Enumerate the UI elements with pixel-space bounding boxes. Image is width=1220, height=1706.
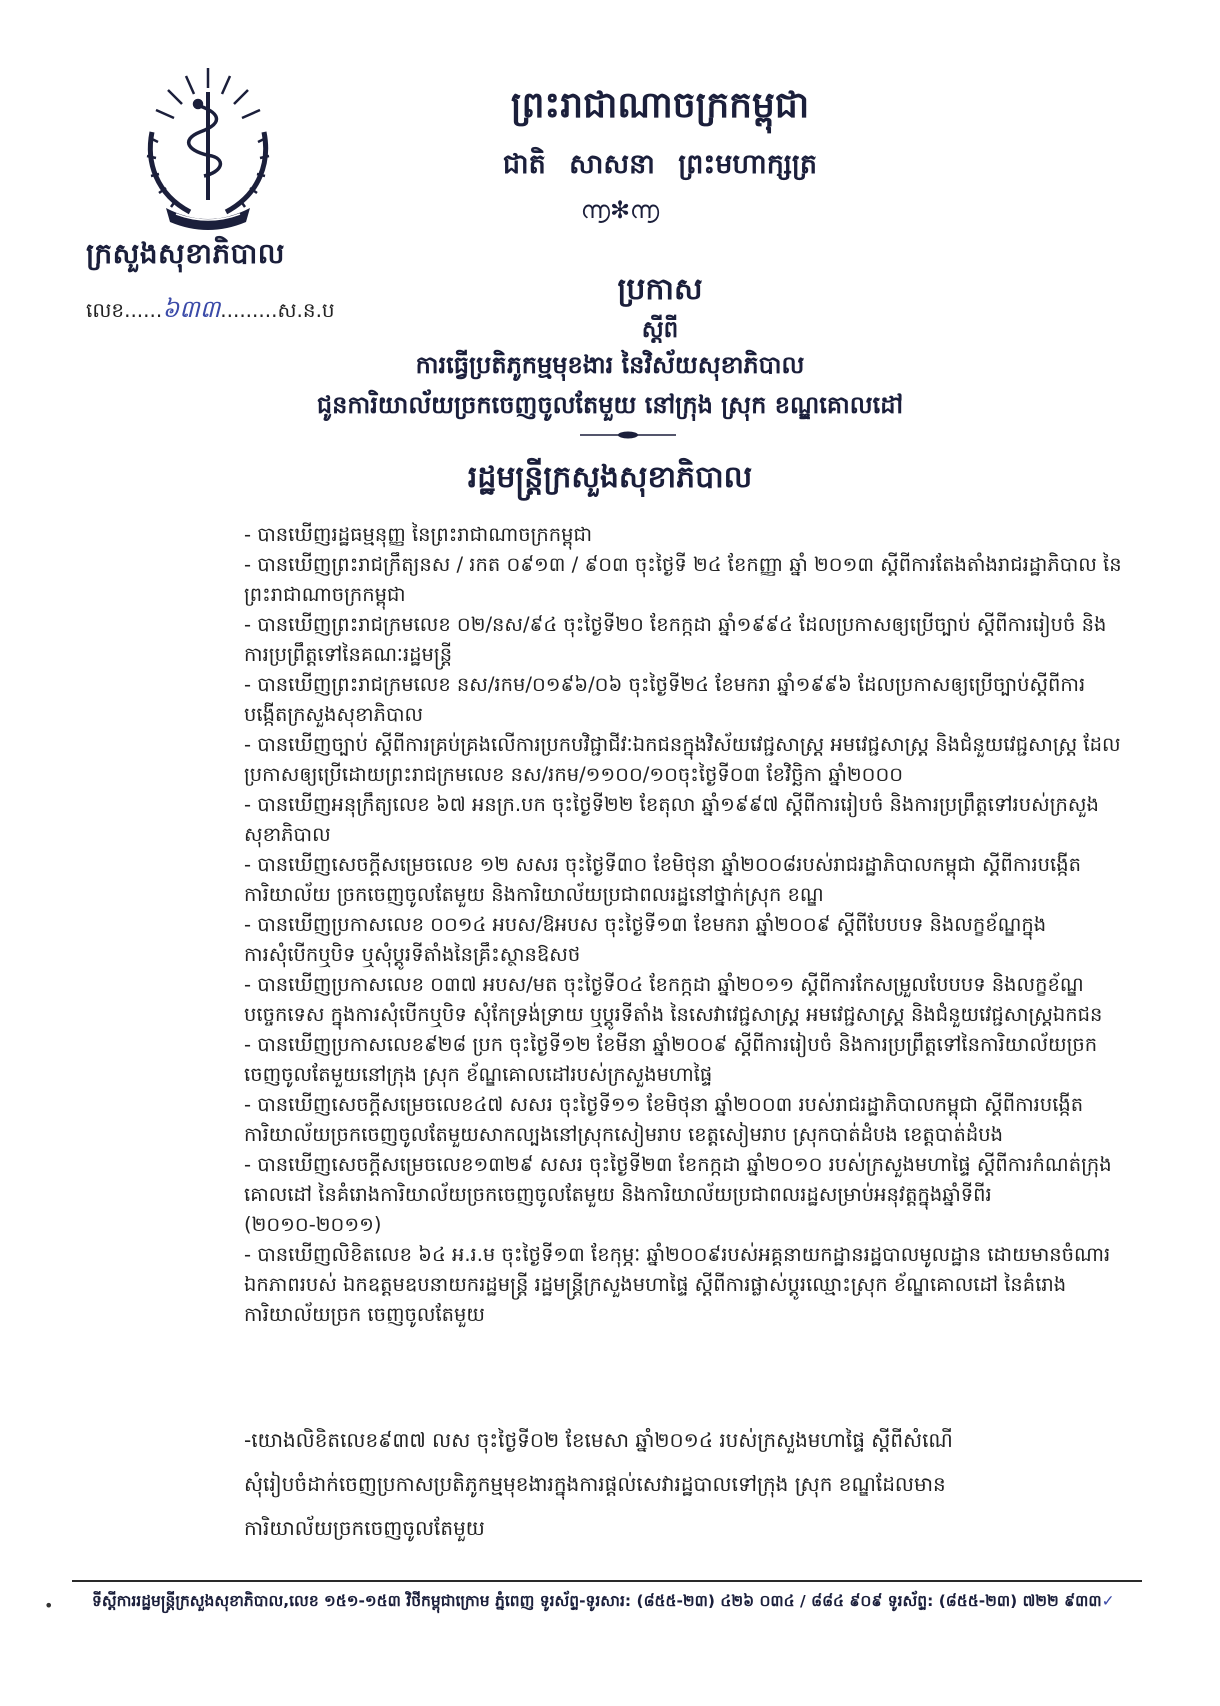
preamble-item: - បានឃើញរដ្ឋធម្មនុញ្ញ នៃព្រះរាជាណាចក្រកម្ពុជា (244, 523, 593, 546)
issuer-title: រដ្ឋមន្ត្រីក្រសួងសុខាភិបាល (467, 460, 753, 495)
preamble-item: - បានឃើញប្រកាសលេខ ០៣៧ អបស/មត ចុះថ្ងៃទី០៤ ខែកក្កដា ឆ្នាំ២០១១ ស្តីពីការកែសម្រួលបែបបទ និងលក្ខខ័ណ្ឌបច្ចេកទេស ក្នុងការសុំបើកឬបិទ សុំកែទ្រង់ទ្រាយ ឬប្តូរទីតាំង នៃសេវាវេជ្ជសាស្ត្រ អមវេជ្ជសាស្ត្រ និងជំនួយវេជ្ជសាស្ត្រឯកជន (244, 973, 1103, 1026)
closing-line: ការិយាល័យច្រកចេញចូលតែមួយ (244, 1516, 485, 1540)
closing-line: -យោងលិខិតលេខ៩៣៧ លស ចុះថ្ងៃទី០២ ខែមេសា ឆ្នាំ២០១៤ របស់ក្រសួងមហាផ្ទៃ ស្តីពីសំណើ (244, 1428, 953, 1452)
preamble-item: - បានឃើញព្រះរាជក្រឹត្យនស / រកត ០៩១៣ / ៩០៣ ចុះថ្ងៃទី ២៤ ខែកញ្ញា ឆ្នាំ ២០១៣ ស្តីពីការតែងតាំងរាជរដ្ឋាភិបាល នៃព្រះរាជាណាចក្រកម្ពុជា (244, 553, 1122, 606)
preamble-item: - បានឃើញព្រះរាជក្រមលេខ ០២/នស/៩៤ ចុះថ្ងៃទី២០ ខែកក្កដា ឆ្នាំ១៩៩៤ ដែលប្រកាសឲ្យប្រើច្បាប់ ស្តីពីការរៀបចំ និងការប្រព្រឹត្តទៅនៃគណៈរដ្ឋមន្ត្រី (244, 613, 1107, 666)
subject-line-2: ជូនការិយាល័យច្រកចេញចូលតែមួយ នៅក្រុង ស្រុក ខណ្ឌគោលដៅ (316, 391, 904, 419)
preamble-item: - បានឃើញច្បាប់ ស្តីពីការគ្រប់គ្រងលើការប្រកបវិជ្ជាជីវៈឯកជនក្នុងវិស័យវេជ្ជសាស្ត្រ អមវេជ្ជសាស្ត្រ និងជំនួយវេជ្ជសាស្ត្រ ដែលប្រកាសឲ្យប្រើដោយព្រះរាជក្រមលេខ នស/រកម/១១០០/១០ចុះថ្ងៃទី០៣ ខែវិច្ឆិកា ឆ្នាំ២០០០ (244, 733, 1121, 786)
preamble-list (244, 520, 1128, 1330)
preamble-item: - បានឃើញប្រកាសលេខ៩២៨ ប្រក ចុះថ្ងៃទី១២ ខែមីនា ឆ្នាំ២០០៩ ស្តីពីការរៀបចំ និងការប្រព្រឹត្តទៅនៃការិយាល័យច្រកចេញចូលតែមួយនៅក្រុង ស្រុក ខ័ណ្ឌគោលដៅរបស់ក្រសួងមហាផ្ទៃ (244, 1033, 1098, 1086)
national-motto: ជាតិ សាសនា ព្រះមហាក្សត្រ (502, 149, 818, 180)
preamble-item: - បានឃើញសេចក្តីសម្រេចលេខ៤៧ សសរ ចុះថ្ងៃទី១១ ខែមិថុនា ឆ្នាំ២០០៣ របស់រាជរដ្ឋាភិបាលកម្ពុជា ស្តីពីការបង្កើតការិយាល័យច្រកចេញចូលតែមួយសាកល្បងនៅស្រុកសៀមរាប ខេត្តសៀមរាប ស្រុកបាត់ដំបង ខេត្តបាត់ដំបង (244, 1093, 1084, 1146)
footer-address (92, 1591, 1152, 1614)
preamble-item: - បានឃើញព្រះរាជក្រមលេខ នស/រកម/០១៩៦/០៦ ចុះថ្ងៃទី២៤ ខែមករា ឆ្នាំ១៩៩៦ ដែលប្រកាសឲ្យប្រើច្បាប់ស្តីពីការបង្កើតក្រសួងសុខាភិបាល (244, 673, 1086, 726)
kingdom-heading: ព្រះរាជាណាចក្រកម្ពុជា (510, 85, 810, 126)
reference-number-line (86, 294, 335, 329)
ref-suffix: .........ស.ន.ប (220, 298, 335, 322)
title-divider (580, 430, 676, 440)
ministry-seal-icon (128, 62, 288, 232)
bullet-mark: • (44, 1596, 54, 1615)
preamble-item: - បានឃើញសេចក្តីសម្រេចលេខ ១២ សសរ ចុះថ្ងៃទី៣០ ខែមិថុនា ឆ្នាំ២០០៨របស់រាជរដ្ឋាភិបាលកម្ពុជា ស្តីពីការបង្កើតការិយាល័យ ច្រកចេញចូលតែមួយ និងការិយាល័យប្រជាពលរដ្ឋនៅថ្នាក់ស្រុក ខណ្ឌ (244, 853, 1081, 906)
ministry-name: ក្រសួងសុខាភិបាល (86, 237, 285, 270)
checkmark-icon: ✓ (1101, 1592, 1115, 1610)
ref-prefix: លេខ...... (86, 298, 163, 322)
ref-number: ៦៣៣ (162, 295, 221, 323)
closing-line: សុំរៀបចំដាក់ចេញប្រកាសប្រតិភូកម្មមុខងារក្នុងការផ្តល់សេវារដ្ឋបាលទៅក្រុង ស្រុក ខណ្ឌដែលមាន (244, 1472, 946, 1496)
preamble-item: - បានឃើញអនុក្រឹត្យលេខ ៦៧ អនក្រ.បក ចុះថ្ងៃទី២២ ខែតុលា ឆ្នាំ១៩៩៧ ស្តីពីការរៀបចំ និងការប្រព្រឹត្តទៅរបស់ក្រសួងសុខាភិបាល (244, 793, 1099, 846)
ornament-divider: ൬✻൬ (580, 196, 660, 224)
about-label: ស្តីពី (641, 317, 679, 343)
subject-line-1: ការធ្វើប្រតិភូកម្មមុខងារ នៃវិស័យសុខាភិបាល (415, 351, 805, 379)
preamble-item: - បានឃើញប្រកាសលេខ ០០១៤ អបស/ឱអបស ចុះថ្ងៃទី១៣ ខែមករា ឆ្នាំ២០០៩ ស្តីពីបែបបទ និងលក្ខខ័ណ្ឌក្នុងការសុំបើកឬបិទ ឬសុំប្តូរទីតាំងនៃគ្រឹះស្ថានឱសថ (244, 913, 1047, 966)
footer-address-text: ទីស្តីការរដ្ឋមន្ត្រីក្រសួងសុខាភិបាល,លេខ ១៥១-១៥៣ វិថីកម្ពុជាក្រោម ភ្នំពេញ ទូរស័ព្ទ-ទូរសារ: (៨៥៥-២៣) ៤២៦ ០៣៤ / ៨៨៤ ៩០៩ ទូរស័ព្ទ: (៨៥៥-២៣) ៧២២ ៩៣៣ (92, 1592, 1102, 1610)
preamble-item: - បានឃើញសេចក្តីសម្រេចលេខ១៣២៩ សសរ ចុះថ្ងៃទី២៣ ខែកក្កដា ឆ្នាំ២០១០ របស់ក្រសួងមហាផ្ទៃ ស្តីពីការកំណត់ក្រុងគោលដៅ នៃគំរោងការិយាល័យច្រកចេញចូលតែមួយ និងការិយាល័យប្រជាពលរដ្ឋសម្រាប់អនុវត្តក្នុងឆ្នាំទីពីរ (២០១០-២០១១) (244, 1153, 1112, 1236)
footer-divider (72, 1580, 1142, 1582)
document-type: ប្រកាស (617, 272, 703, 307)
preamble-item: - បានឃើញលិខិតលេខ ៦៤ អ.រ.ម ចុះថ្ងៃទី១៣ ខែកុម្ភៈ ឆ្នាំ២០០៩របស់អគ្គនាយកដ្ឋានរដ្ឋបាលមូលដ្ឋាន ដោយមានចំណារឯកភាពរបស់ ឯកឧត្តមឧបនាយករដ្ឋមន្ត្រី រដ្ឋមន្ត្រីក្រសួងមហាផ្ទៃ ស្តីពីការផ្លាស់ប្តូរឈ្មោះស្រុក ខ័ណ្ឌគោលដៅ នៃគំរោងការិយាល័យច្រក ចេញចូលតែមួយ (244, 1243, 1111, 1326)
closing-reference (244, 1418, 1128, 1550)
